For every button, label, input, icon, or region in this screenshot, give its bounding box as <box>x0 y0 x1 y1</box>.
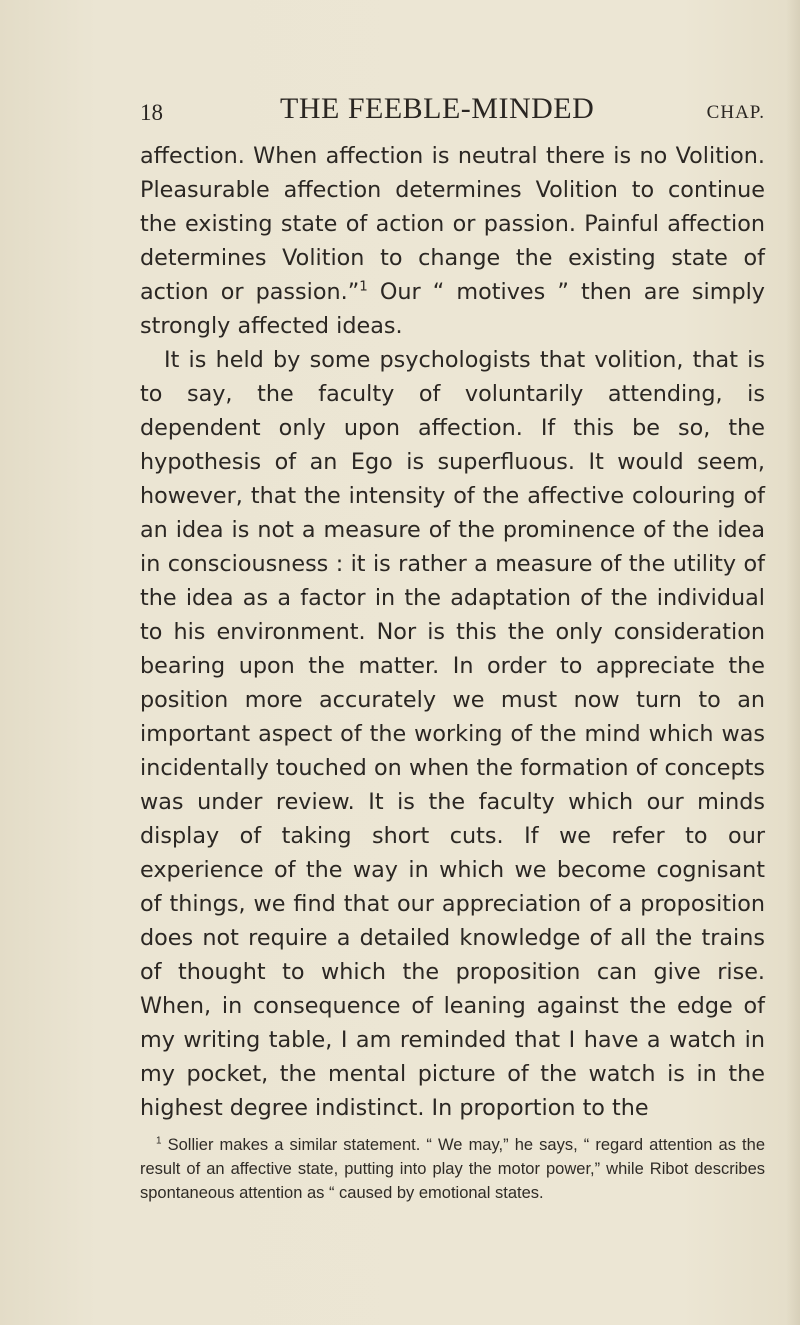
footnote-1 <box>140 1133 765 1205</box>
paragraph-1-continuation: Our “ motives ” then are simply strongly affected ideas. <box>140 279 766 339</box>
paragraph-2: It is held by some psychologists that volition, that is to say, the faculty of voluntarily attending, is dependent only upon affection. If this be so, the hypothesis of an Ego is superfluous. It would seem, however, that the intensity of the affective colouring of an idea is not a measure of the prominence of the idea in consciousness : it is rather a measure of the utility of the idea as a factor in the adaptation of the individual to his environment. Nor is this the only consideration bearing upon the matter. In order to appreciate the position more accurately we must now turn to an important aspect of the working of the mind which was incidentally touched on when the formation of concepts was under review. It is the faculty which our minds display of taking short cuts. If we refer to our experience of the way in which we become cognisant of things, we find that our appreciation of a proposition does not require a detailed knowledge of all the trains of thought to which the proposition can give rise. When, in consequence of leaning against the edge of my writing table, I am reminded that I have a watch in my pocket, the mental picture of the watch is in the highest degree indistinct. In proportion to the <box>140 347 765 1121</box>
footnote-reference[interactable]: 1 <box>359 279 368 295</box>
paragraph-1-text: affection. When affection is neutral there is no Volition. Pleasurable affection determines Volition to continue the existing state of action or passion. Painful affection determines Volition to change the existing state of action or passion.” <box>140 143 765 305</box>
footnote-marker: 1 <box>156 1135 162 1147</box>
paragraph-1 <box>140 139 765 343</box>
chapter-label: CHAP. <box>706 102 765 123</box>
footnote-text: Sollier makes a similar statement. “ We may,” he says, “ regard attention as the result of an affective state, putting into play the motor power,” while Ribot describes spontaneous attention as “ caused by emotional states. <box>140 1136 765 1202</box>
page-edge-shadow <box>786 0 800 1325</box>
body-text <box>140 139 765 1125</box>
page-number: 18 <box>140 100 163 125</box>
running-header <box>140 92 765 136</box>
running-title: THE FEEBLE-MINDED <box>280 92 595 125</box>
footnote <box>140 1133 765 1205</box>
